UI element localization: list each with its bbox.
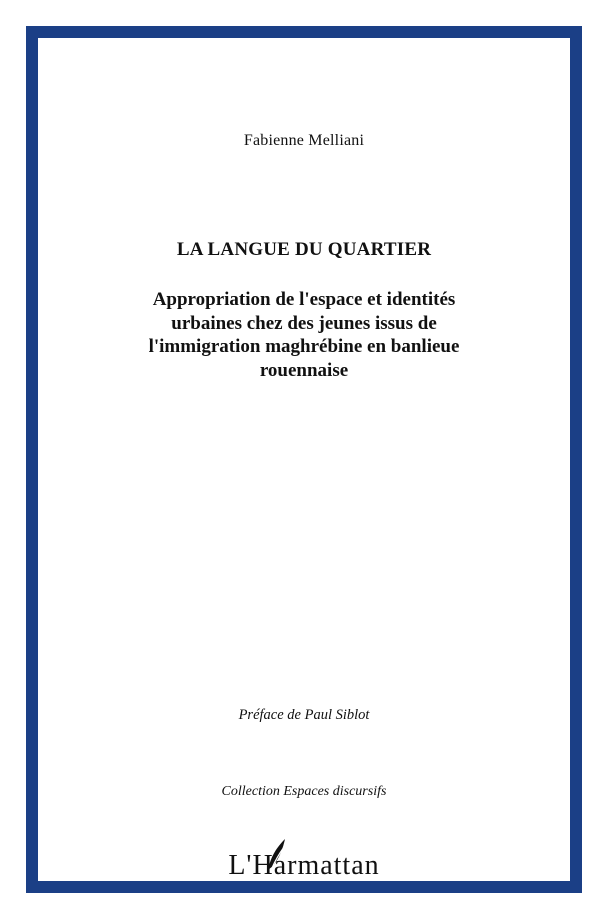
- book-subtitle: [78, 288, 530, 382]
- subtitle-line: l'immigration maghrébine en banlieue: [148, 336, 460, 357]
- subtitle-line: rouennaise: [259, 359, 349, 381]
- author-name: Fabienne Melliani: [243, 132, 365, 149]
- subtitle-line: urbaines chez des jeunes issus de: [171, 312, 437, 334]
- subtitle-line: Appropriation de l'espace et identités: [152, 289, 456, 310]
- collection-name: Collection Espaces discursifs: [221, 784, 387, 799]
- book-title: LA LANGUE DU QUARTIER: [176, 239, 432, 260]
- preface-credit: Préface de Paul Siblot: [238, 707, 370, 723]
- publisher-name: L'Harmattan: [228, 850, 380, 881]
- publisher-mark: [38, 844, 570, 888]
- book-cover-frame: [26, 26, 582, 893]
- publisher-logo-group: [228, 844, 379, 888]
